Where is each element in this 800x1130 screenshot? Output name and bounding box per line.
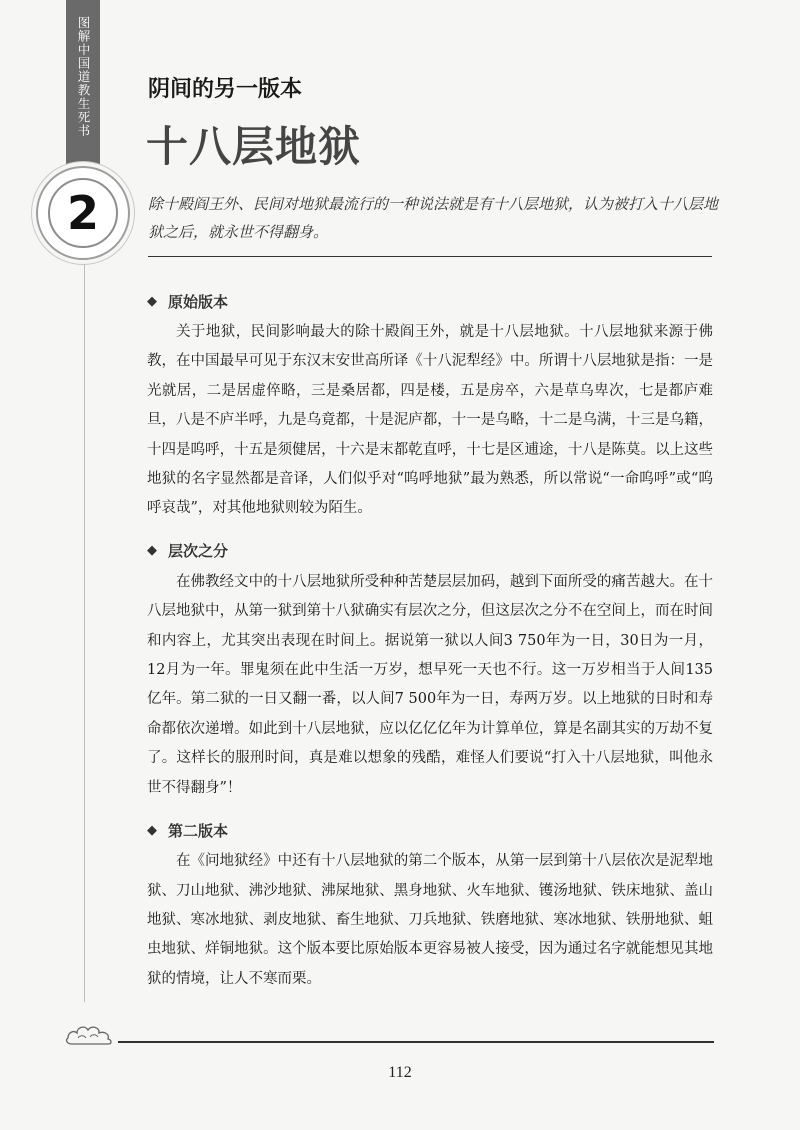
page-number: 112 xyxy=(388,1064,412,1081)
diamond-bullet-icon: ◆ xyxy=(147,822,157,838)
footer-divider xyxy=(118,1041,714,1043)
intro-paragraph: 除十殿阎王外、民间对地狱最流行的一种说法就是有十八层地狱，认为被打入十八层地狱之后，就永世不得翻身。 xyxy=(148,195,719,241)
chapter-badge xyxy=(36,166,130,260)
section-heading-text: 第二版本 xyxy=(168,821,229,840)
section-heading xyxy=(147,538,713,564)
section-second-version xyxy=(147,817,713,994)
section-body: 在佛教经文中的十八层地狱所受种种苦楚层层加码，越到下面所受的痛苦越大。在十八层地狱中，从第一狱到第十八狱确实有层次之分，但这层次之分不在空间上，而在时间和内容上，尤其突出表现在时间上。据说第一狱以人间3 750年为一日，30日为一月，12月为一年。罪鬼须在此中生活一万岁，想早死一天也不行。这一万岁相当于人间135亿年。第二狱的一日又翻一番，以人间7 500年为一日，寿两万岁。以上地狱的日时和寿命都依次递增。如此到十八层地狱，应以亿亿亿年为计算单位，算是名副其实的万劫不复了。这样长的服刑时间，真是难以想象的残酷，难怪人们要说“打入十八层地狱，叫他永世不得翻身”！ xyxy=(147,573,713,796)
cloud-ornament-icon xyxy=(64,1020,116,1046)
series-title: 图解中国道教生死书 xyxy=(76,16,91,138)
page-title: 十八层地狱 xyxy=(146,122,362,171)
side-vertical-rule xyxy=(84,246,85,1002)
section-body: 关于地狱，民间影响最大的除十殿阎王外，就是十八层地狱。十八层地狱来源于佛教，在中国最早可见于东汉末安世高所译《十八泥犁经》中。所谓十八层地狱是指：一是光就居，二是居虚倅略，三是桑居都，四是楼，五是房卒，六是草乌卑次，七是都庐难旦，八是不庐半呼，九是乌竟都，十是泥庐都，十一是乌略，十二是乌满，十三是乌籍，十四是呜呼，十五是须健居，十六是末都乾直呼，十七是区逋途，十八是陈莫。以上这些地狱的名字显然都是音译，人们似乎对“呜呼地狱”最为熟悉，所以常说“一命呜呼”或“呜呼哀哉”，对其他地狱则较为陌生。 xyxy=(147,324,713,517)
series-side-tab xyxy=(66,0,100,172)
section-original-version xyxy=(147,288,713,524)
section-heading xyxy=(147,288,713,314)
section-body: 在《问地狱经》中还有十八层地狱的第二个版本，从第一层到第十八层依次是泥犁地狱、刀山地狱、沸沙地狱、沸屎地狱、黑身地狱、火车地狱、镬汤地狱、铁床地狱、盖山地狱、寒冰地狱、剥皮地狱、畜生地狱、刀兵地狱、铁磨地狱、寒冰地狱、铁册地狱、蛆虫地狱、烊铜地狱。这个版本要比原始版本更容易被人接受，因为通过名字就能想见其地狱的情境，让人不寒而栗。 xyxy=(147,853,713,987)
chapter-badge-inner-ring xyxy=(48,178,118,248)
article-content xyxy=(147,288,713,1008)
section-heading-text: 层次之分 xyxy=(168,542,229,561)
intro-divider xyxy=(148,256,712,257)
chapter-number: 2 xyxy=(66,186,99,240)
diamond-bullet-icon: ◆ xyxy=(147,543,157,559)
diamond-bullet-icon: ◆ xyxy=(147,293,157,309)
section-heading xyxy=(147,817,713,843)
section-heading-text: 原始版本 xyxy=(168,292,229,311)
section-levels xyxy=(147,538,713,803)
page-subtitle: 阴间的另一版本 xyxy=(148,77,303,102)
